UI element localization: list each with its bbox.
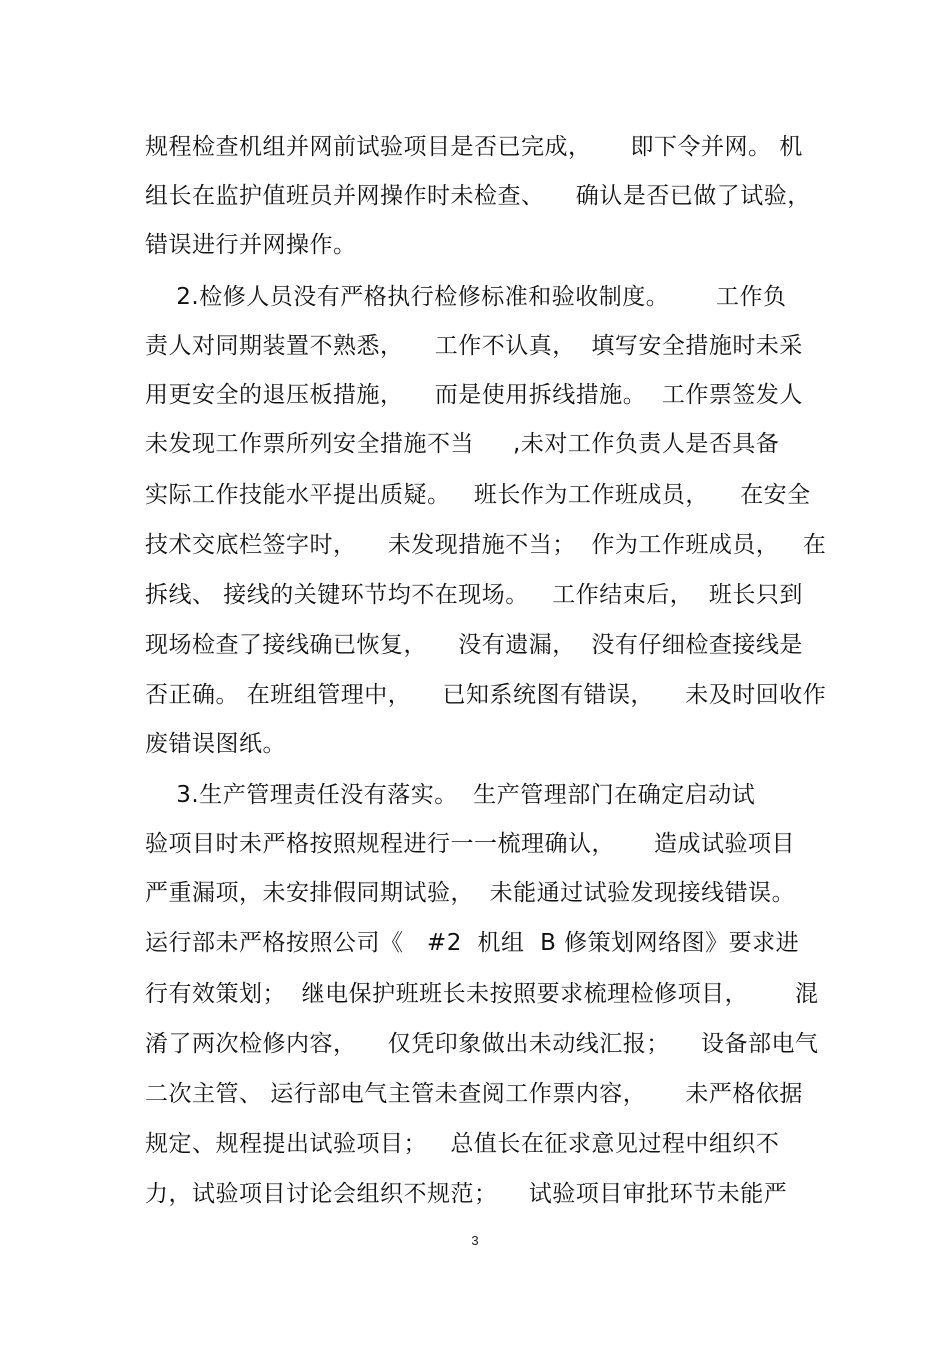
- text-line: 否正确。 在班组管理中， 已知系统图有错误， 未及时回收作: [145, 682, 827, 708]
- text-line: 验项目时未严格按照规程进行一一梳理确认， 造成试验项目: [145, 831, 796, 857]
- text-line: 废错误图纸。: [145, 731, 286, 757]
- text-line: 责人对同期装置不熟悉， 工作不认真， 填写安全措施时未采: [145, 333, 803, 359]
- text-line: 现场检查了接线确已恢复， 没有遗漏， 没有仔细检查接线是: [145, 632, 803, 658]
- text-line: 规程检查机组并网前试验项目是否已完成， 即下令并网。 机: [145, 134, 803, 160]
- page-number: 3: [471, 1233, 479, 1248]
- text-line: 拆线、 接线的关键环节均不在现场。 工作结束后， 班长只到: [145, 582, 803, 608]
- text-line: 规定、规程提出试验项目； 总值长在征求意见过程中组织不: [145, 1131, 780, 1157]
- text-line: 实际工作技能水平提出质疑。 班长作为工作班成员， 在安全: [145, 482, 811, 508]
- text-line: 未发现工作票所列安全措施不当 ,未对工作负责人是否具备: [145, 431, 780, 457]
- text-line: 行有效策划； 继电保护班班长未按照要求梳理检修项目， 混: [145, 981, 819, 1007]
- text-line: 错误进行并网操作。: [145, 232, 357, 258]
- text-line: 二次主管、 运行部电气主管未查阅工作票内容， 未严格依据: [145, 1081, 803, 1107]
- text-line: 2.检修人员没有严格执行检修标准和验收制度。 工作负: [145, 284, 787, 310]
- text-line: 严重漏项，未安排假同期试验， 未能通过试验发现接线错误。: [145, 880, 796, 906]
- text-line: 淆了两次检修内容， 仅凭印象做出未动线汇报； 设备部电气: [145, 1031, 819, 1057]
- text-line: 组长在监护值班员并网操作时未检查、 确认是否已做了试验，: [145, 183, 811, 209]
- text-line: 用更安全的退压板措施， 而是使用拆线措施。 工作票签发人: [145, 382, 803, 408]
- text-line: 技术交底栏签字时， 未发现措施不当； 作为工作班成员， 在: [145, 532, 827, 558]
- text-line: 力，试验项目讨论会组织不规范； 试验项目审批环节未能严: [145, 1181, 788, 1207]
- text-line: 运行部未严格按照公司《 #2 机组 B 修策划网络图》要求进: [145, 930, 800, 956]
- text-line: 3.生产管理责任没有落实。 生产管理部门在确定启动试: [145, 782, 756, 808]
